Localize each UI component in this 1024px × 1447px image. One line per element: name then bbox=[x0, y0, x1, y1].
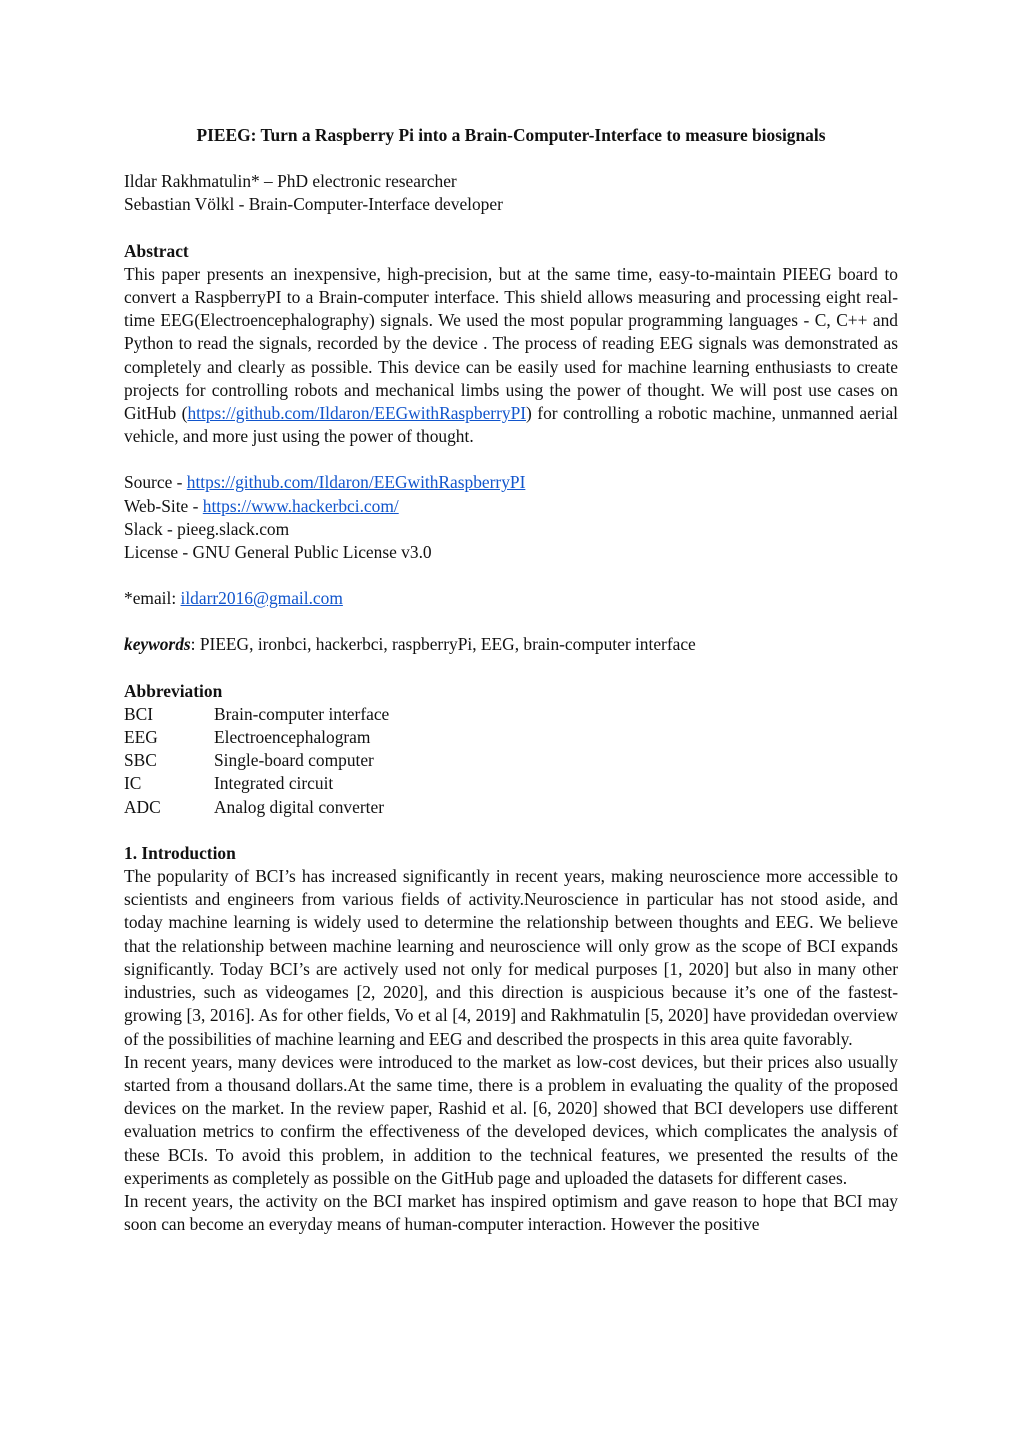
abbreviation-key: SBC bbox=[124, 750, 157, 771]
abbreviation-value: Brain-computer interface bbox=[214, 703, 390, 724]
abbreviation-row bbox=[124, 726, 898, 749]
abstract-text-part-1: This paper presents an inexpensive, high-precision, but at the same time, easy-to-maintain PIEEG board to convert a RaspberryPI to a Brain-computer interface. This shield allows measuring and processing eight real-time EEG(Electroencephalography) signals. We used the most popular programming languages - C, C++ and Python to read the signals, recorded by the device . The process of reading EEG signals was demonstrated as completely and clearly as possible. This device can be easily used for machine learning enthusiasts to create projects for controlling robots and mechanical limbs using the power of thought. We will post use cases on GitHub ( bbox=[124, 263, 898, 424]
email-label: *email: bbox=[124, 588, 181, 609]
slack-line: Slack - pieeg.slack.com bbox=[124, 518, 290, 539]
abbreviation-value: Electroencephalogram bbox=[214, 727, 371, 748]
abbreviation-value: Analog digital converter bbox=[214, 796, 384, 817]
abbreviation-heading: Abbreviation bbox=[124, 680, 223, 701]
abbreviation-value: Single-board computer bbox=[214, 750, 374, 771]
abbreviation-row bbox=[124, 703, 898, 726]
paper-page bbox=[124, 124, 898, 1236]
keywords-text: : PIEEG, ironbci, hackerbci, raspberryPi, EEG, brain-computer interface bbox=[190, 634, 696, 655]
introduction-heading: 1. Introduction bbox=[124, 842, 236, 863]
abbreviation-list bbox=[124, 703, 898, 819]
source-label: Source - bbox=[124, 472, 187, 493]
email-link[interactable]: ildarr2016@gmail.com bbox=[180, 588, 343, 609]
abbreviation-row bbox=[124, 772, 898, 795]
abbreviation-row bbox=[124, 796, 898, 819]
abbreviation-value: Integrated circuit bbox=[214, 773, 334, 794]
abstract-text-part-2: ) for controlling a robotic machine, unmanned aerial vehicle, and more just using the power of thought. bbox=[124, 403, 898, 447]
website-label: Web-Site - bbox=[124, 495, 203, 516]
abbreviation-row bbox=[124, 749, 898, 772]
license-line: License - GNU General Public License v3.0 bbox=[124, 542, 432, 563]
abstract-heading: Abstract bbox=[124, 240, 189, 261]
abstract-github-link[interactable]: https://github.com/Ildaron/EEGwithRaspberryPI bbox=[187, 403, 527, 424]
source-line bbox=[124, 471, 898, 494]
abstract-text bbox=[124, 263, 898, 449]
introduction-paragraph-1: The popularity of BCI’s has increased significantly in recent years, making neuroscience more accessible to scientists and engineers from various fields of activity.Neuroscience in particular has not stood aside, and today machine learning is widely used to determine the relationship between thoughts and EEG. We believe that the relationship between machine learning and neuroscience will only grow as the scope of BCI expands significantly. Today BCI’s are actively used not only for medical purposes [1, 2020] but also in many other industries, such as videogames [2, 2020], and this direction is auspicious because it’s one of the fastest-growing [3, 2016]. As for other fields, Vo et al [4, 2019] and Rakhmatulin [5, 2020] have providedan overview of the possibilities of machine learning and EEG and described the prospects in this area quite favorably. bbox=[124, 866, 898, 1049]
introduction-paragraph-2: In recent years, many devices were introduced to the market as low-cost devices, but their prices also usually started from a thousand dollars.At the same time, there is a problem in evaluating the quality of the proposed devices on the market. In the review paper, Rashid et al. [6, 2020] showed that BCI developers use different evaluation metrics to confirm the effectiveness of the developed devices, which complicates the analysis of these BCIs. To avoid this problem, in addition to the technical features, we presented the results of the experiments as completely as possible on the GitHub page and uploaded the datasets for different cases. bbox=[124, 1051, 898, 1188]
email-line bbox=[124, 587, 898, 610]
keywords-line bbox=[124, 633, 898, 656]
abbreviation-key: EEG bbox=[124, 727, 158, 748]
abbreviation-key: BCI bbox=[124, 703, 153, 724]
abbreviation-key: ADC bbox=[124, 796, 161, 817]
author-2: Sebastian Völkl - Brain-Computer-Interface developer bbox=[124, 194, 503, 215]
abbreviation-key: IC bbox=[124, 773, 142, 794]
paper-title: PIEEG: Turn a Raspberry Pi into a Brain-Computer-Interface to measure biosignals bbox=[196, 125, 826, 145]
keywords-label: keywords bbox=[124, 634, 191, 655]
source-link[interactable]: https://github.com/Ildaron/EEGwithRaspberryPI bbox=[186, 472, 526, 493]
author-1: Ildar Rakhmatulin* – PhD electronic researcher bbox=[124, 171, 457, 192]
website-line bbox=[124, 495, 898, 518]
introduction-paragraph-3: In recent years, the activity on the BCI market has inspired optimism and gave reason to hope that BCI may soon can become an everyday means of human-computer interaction. However the positive bbox=[124, 1190, 898, 1235]
website-link[interactable]: https://www.hackerbci.com/ bbox=[202, 495, 399, 516]
